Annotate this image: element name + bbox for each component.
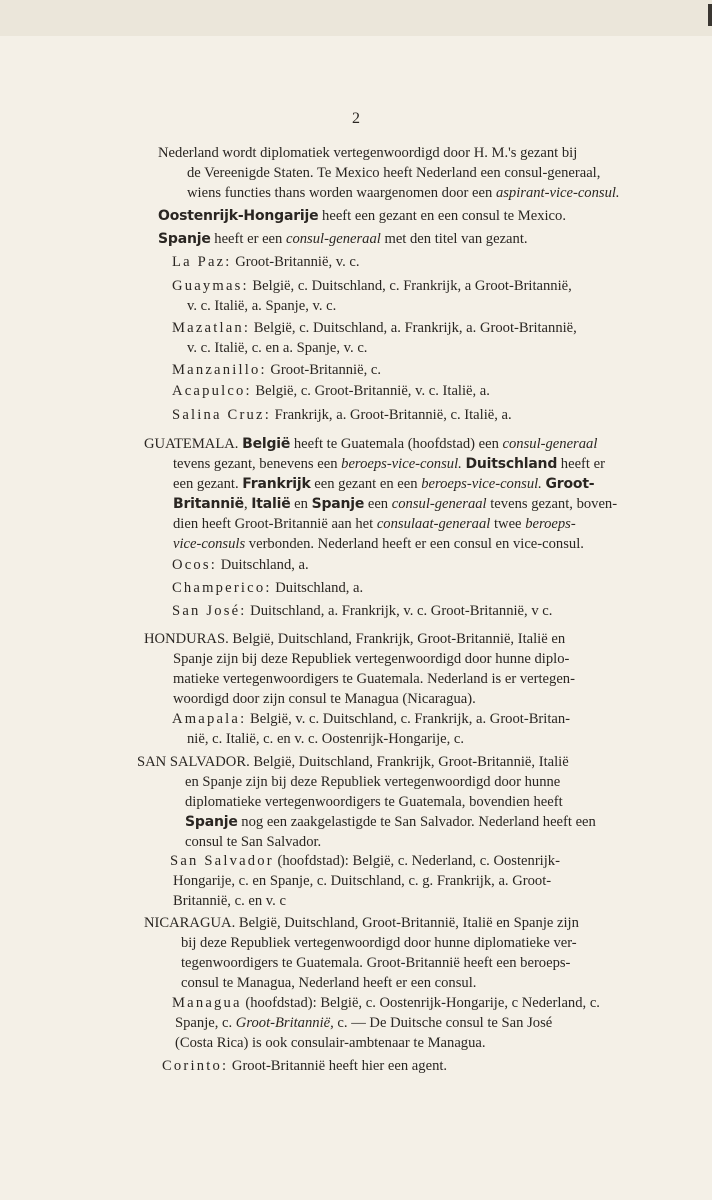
entry-mazatlan: Mazatlan: België, c. Duitschland, a. Frankrijk, a. Groot-Britannië, v. c. Italië, c. en a. Spanje, v. c.	[172, 320, 577, 356]
paragraph-guatemala: GUATEMALA. België heeft te Guatemala (hoofdstad) een consul-generaal tevens gezant, benevens een beroeps-vice-consul. Duitschland heeft er een gezant. Frankrijk een gezant en een beroeps-vice-consul. Groot- Britannië, Italië en Spanje een consul-generaal tevens gezant, boven- dien heeft Groot-Britannië aan het consulaat-generaal twee beroeps- vice-consuls verbonden. Nederland heeft er een consul en vice-consul.	[144, 436, 618, 552]
paragraph-austria-hungary: Oostenrijk-Hongarije heeft een gezant en een consul te Mexico.	[158, 208, 566, 224]
page-number: 2	[352, 110, 360, 127]
entry-champerico: Champerico: Duitschland, a.	[172, 580, 364, 596]
paragraph-spain: Spanje heeft er een consul-generaal met den titel van gezant.	[158, 231, 528, 247]
entry-corinto: Corinto: Groot-Britannië heeft hier een agent.	[162, 1058, 448, 1074]
entry-san-salvador-capital: San Salvador (hoofdstad): België, c. Nederland, c. Oostenrijk- Hongarije, c. en Spanje, c. Duitschland, c. g. Frankrijk, a. Groot- Britannië, c. en v. c	[170, 853, 560, 909]
scan-border	[0, 0, 712, 36]
entry-amapala: Amapala: België, v. c. Duitschland, c. Frankrijk, a. Groot-Britan- nië, c. Italië, c. en v. c. Oostenrijk-Hongarije, c.	[172, 711, 571, 747]
entry-acapulco: Acapulco: België, c. Groot-Britannië, v. c. Italië, a.	[172, 383, 490, 399]
entry-guaymas: Guaymas: België, c. Duitschland, c. Frankrijk, a Groot-Britannië, v. c. Italië, a. Spanje, v. c.	[172, 278, 572, 314]
entry-salina-cruz: Salina Cruz: Frankrijk, a. Groot-Britannië, c. Italië, a.	[172, 407, 512, 423]
entry-managua: Managua (hoofdstad): België, c. Oostenrijk-Hongarije, c Nederland, c. Spanje, c. Groot-Britannië, c. — De Duitsche consul te San José (Costa Rica) is ook consulair-ambtenaar te Managua.	[172, 995, 600, 1051]
entry-la-paz: La Paz: Groot-Britannië, v. c.	[172, 254, 360, 270]
paragraph-honduras: HONDURAS. België, Duitschland, Frankrijk, Groot-Britannië, Italië en Spanje zijn bij deze Republiek vertegenwoordigd door hunne diplo- matieke vertegenwoordigers te Guatemala. Nederland is er vertegen- woordigd door zijn consul te Managua (Nicaragua).	[144, 631, 575, 707]
entry-ocos: Ocos: Duitschland, a.	[172, 557, 309, 573]
paragraph-mexico-netherlands: Nederland wordt diplomatiek vertegenwoordigd door H. M.'s gezant bij de Vereenigde Staten. Te Mexico heeft Nederland een consul-generaal, wiens functies thans worden waargenomen door een aspirant-vice-consul.	[158, 145, 620, 201]
entry-san-jose: San José: Duitschland, a. Frankrijk, v. c. Groot-Britannië, v c.	[172, 603, 553, 619]
paragraph-san-salvador: SAN SALVADOR. België, Duitschland, Frankrijk, Groot-Britannië, Italië en Spanje zijn bij deze Republiek vertegenwoordigd door hunne diplomatieke vertegenwoordigers te Guatemala, bovendien heeft Spanje nog een zaakgelastigde te San Salvador. Nederland heeft een consul te San Salvador.	[137, 754, 596, 850]
paragraph-nicaragua: NICARAGUA. België, Duitschland, Groot-Britannië, Italië en Spanje zijn bij deze Republiek vertegenwoordigd door hunne diplomatieke ver- tegenwoordigers te Guatemala. Groot-Britannië heeft een beroeps- consul te Managua, Nederland heeft er een consul.	[144, 915, 579, 991]
entry-manzanillo: Manzanillo: Groot-Britannië, c.	[172, 362, 382, 378]
scan-edge-mark	[708, 4, 712, 26]
